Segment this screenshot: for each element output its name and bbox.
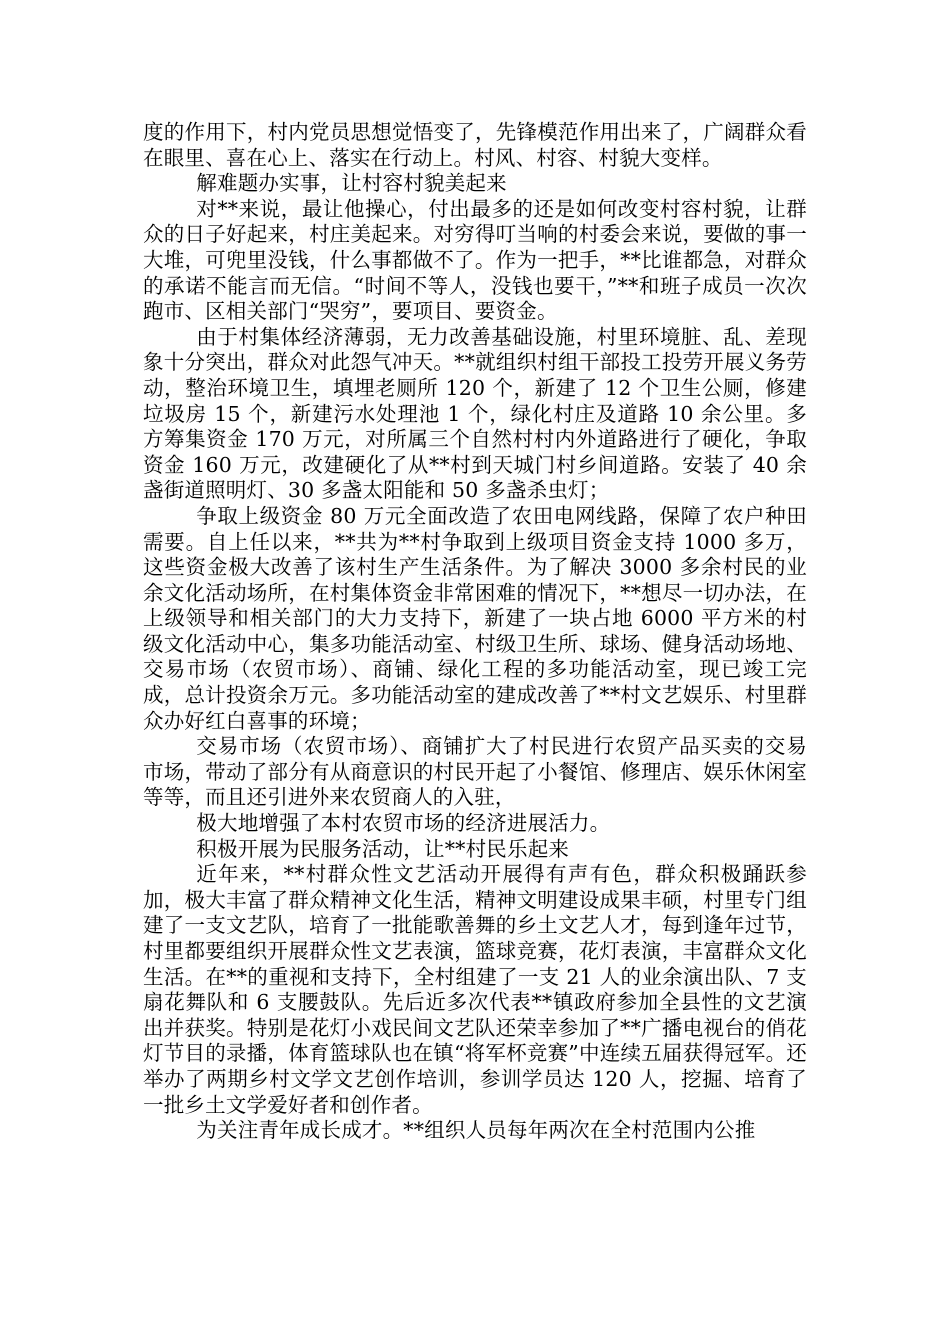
paragraph-5: 交易市场（农贸市场）、商铺扩大了村民进行农贸产品买卖的交易市场，带动了部分有从商意识的村民开起了小餐馆、修理店、娱乐休闲室等等，而且还引进外来农贸商人的入驻， xyxy=(143,734,807,810)
paragraph-6: 极大地增强了本村农贸市场的经济进展活力。 xyxy=(196,811,611,836)
section-heading-service-activities: 积极开展为民服务活动，让**村民乐起来 xyxy=(196,836,570,861)
paragraph-2: 对**来说，最让他操心，付出最多的还是如何改变村容村貌，让群众的日子好起来，村庄美起来。对穷得叮当响的村委会来说，要做的事一大堆，可兜里没钱，什么事都做不了。作为一把手，**比谁都急，对群众的承诺不能言而无信。“时间不等人，没钱也要干，”**和班子成员一次次跑市、区相关部门“哭穷”，要项目、要资金。 xyxy=(143,196,807,324)
section-heading-village-appearance: 解难题办实事，让村容村貌美起来 xyxy=(196,171,507,196)
paragraph-7: 近年来，**村群众性文艺活动开展得有声有色，群众积极踊跃参加，极大丰富了群众精神文化生活，精神文明建设成果丰硕，村里专门组建了一支文艺队，培育了一批能歌善舞的乡土文艺人才，每到逢年过节，村里都要组织开展群众性文艺表演，篮球竞赛，花灯表演，丰富群众文化生活。在**的重视和支持下，全村组建了一支 21 人的业余演出队、7 支扇花舞队和 6 支腰鼓队。先后近多次代表**镇政府参加全县性的文艺演出并获奖。特别是花灯小戏民间文艺队还荣幸参加了**广播电视台的俏花灯节目的录播，体育篮球队也在镇“将军杯竞赛”中连续五届获得冠军。还举办了两期乡村文学文艺创作培训，参训学员达 120 人，挖掘、培育了一批乡土文学爱好者和创作者。 xyxy=(143,862,807,1117)
paragraph-1: 度的作用下，村内党员思想觉悟变了，先锋模范作用出来了，广阔群众看在眼里、喜在心上、落实在行动上。村风、村容、村貌大变样。 xyxy=(143,120,807,170)
paragraph-8: 为关注青年成长成才。**组织人员每年两次在全村范围内公推 xyxy=(196,1118,756,1143)
paragraph-4: 争取上级资金 80 万元全面改造了农田电网线路，保障了农户种田需要。自上任以来，**共为**村争取到上级项目资金支持 1000 多万，这些资金极大改善了该村生产生活条件。为了解决 3000 多余村民的业余文化活动场所，在村集体资金非常困难的情况下，**想尽一切办法，在上级领导和相关部门的大力支持下，新建了一块占地 6000 平方米的村级文化活动中心，集多功能活动室、村级卫生所、球场、健身活动场地、交易市场（农贸市场）、商铺、绿化工程的多功能活动室，现已竣工完成，总计投资余万元。多功能活动室的建成改善了**村文艺娱乐、村里群众办好红白喜事的环境； xyxy=(143,503,807,733)
paragraph-3: 由于村集体经济薄弱，无力改善基础设施，村里环境脏、乱、差现象十分突出，群众对此怨气冲天。**就组织村组干部投工投劳开展义务劳动，整治环境卫生，填埋老厕所 120 个，新建了 12 个卫生公厕，修建垃圾房 15 个，新建污水处理池 1 个，绿化村庄及道路 10 余公里。多方筹集资金 170 万元，对所属三个自然村村内外道路进行了硬化，争取资金 160 万元，改建硬化了从**村到天城门村乡间道路。安装了 40 余盏街道照明灯、30 多盏太阳能和 50 多盏杀虫灯； xyxy=(143,324,807,503)
document-text-body xyxy=(143,120,807,1144)
